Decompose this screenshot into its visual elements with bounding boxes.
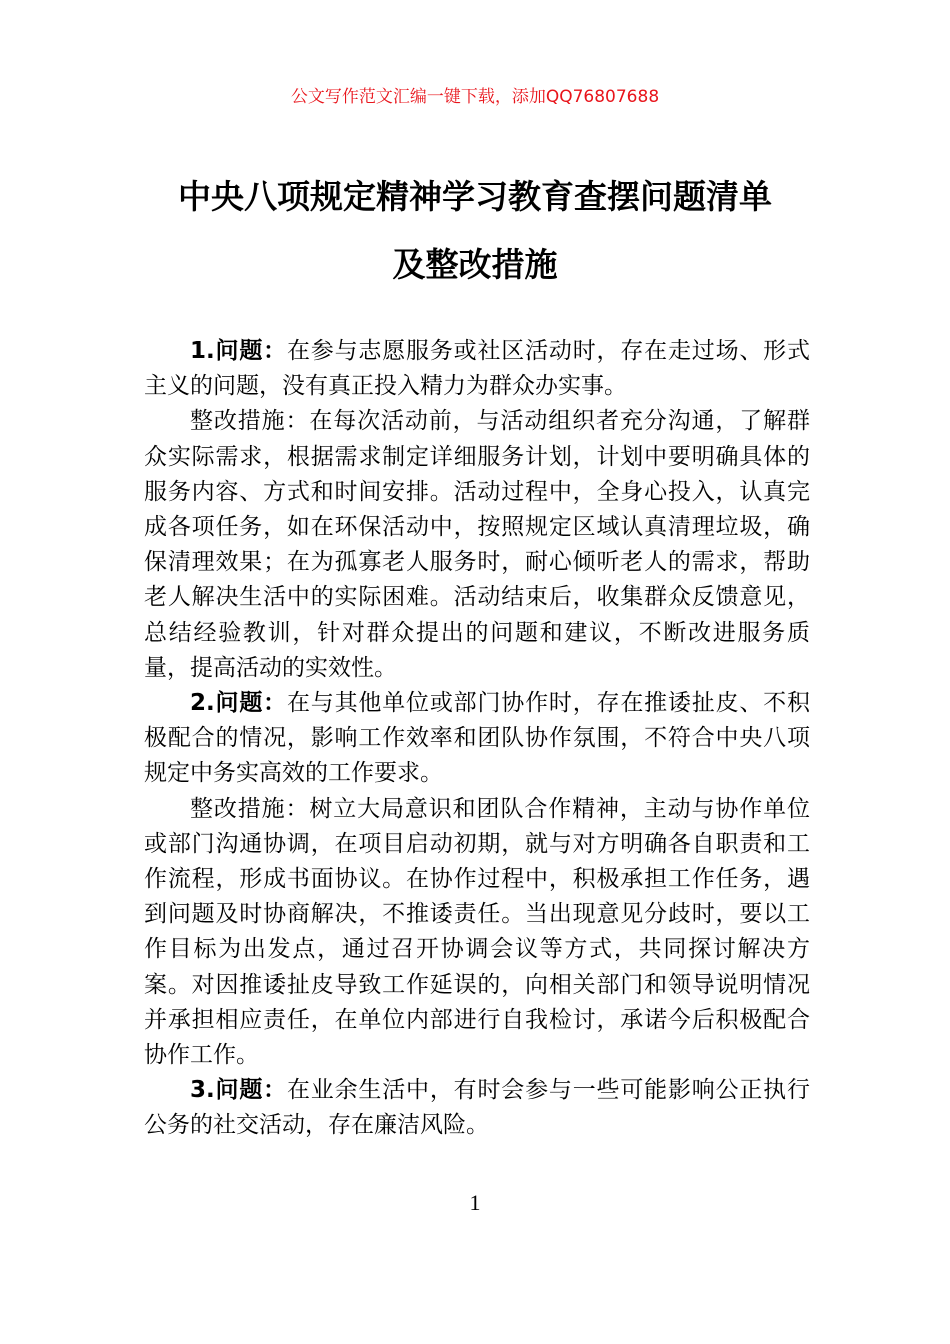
section-1-problem: [144, 334, 810, 404]
section-1-problem-text: 在参与志愿服务或社区活动时，存在走过场、形式主义的问题，没有真正投入精力为群众办实事。: [144, 338, 810, 400]
section-3-problem-text: 在业余生活中，有时会参与一些可能影响公正执行公务的社交活动，存在廉洁风险。: [144, 1077, 810, 1139]
page-number: 1: [469, 1190, 481, 1215]
section-1-label: 1.问题：: [190, 338, 287, 364]
section-2-problem-text: 在与其他单位或部门协作时，存在推诿扯皮、不积极配合的情况，影响工作效率和团队协作氛围，不符合中央八项规定中务实高效的工作要求。: [144, 690, 810, 787]
section-2-measures: 整改措施：树立大局意识和团队合作精神，主动与协作单位或部门沟通协调，在项目启动初期，就与对方明确各自职责和工作流程，形成书面协议。在协作过程中，积极承担工作任务，遇到问题及时协商解决，不推诿责任。当出现意见分歧时，要以工作目标为出发点，通过召开协调会议等方式，共同探讨解决方案。对因推诿扯皮导致工作延误的，向相关部门和领导说明情况并承担相应责任，在单位内部进行自我检讨，承诺今后积极配合协作工作。: [144, 795, 810, 1069]
document-title-line-1: 中央八项规定精神学习教育查摆问题清单: [178, 177, 772, 216]
section-3-problem: [144, 1073, 810, 1143]
section-2-problem: [144, 686, 810, 792]
section-3-label: 3.问题：: [190, 1077, 287, 1104]
document-body: [144, 334, 810, 1144]
header-watermark-link[interactable]: 公文写作范文汇编一键下载，添加QQ76807688: [290, 87, 660, 107]
section-1-measures: 整改措施：在每次活动前，与活动组织者充分沟通，了解群众实际需求，根据需求制定详细服务计划，计划中要明确具体的服务内容、方式和时间安排。活动过程中，全身心投入，认真完成各项任务，如在环保活动中，按照规定区域认真清理垃圾，确保清理效果；在为孤寡老人服务时，耐心倾听老人的需求，帮助老人解决生活中的实际困难。活动结束后，收集群众反馈意见，总结经验教训，针对群众提出的问题和建议，不断改进服务质量，提高活动的实效性。: [144, 408, 810, 681]
section-2-label: 2.问题：: [190, 690, 287, 717]
document-title-line-2: 及整改措施: [392, 245, 558, 284]
